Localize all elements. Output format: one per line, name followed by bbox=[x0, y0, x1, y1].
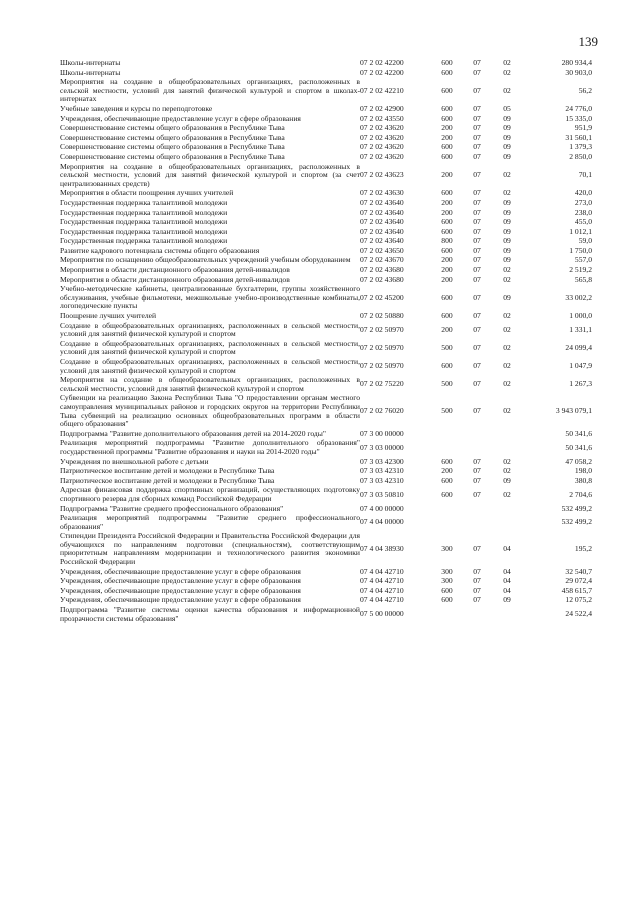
table-row bbox=[60, 357, 592, 375]
expense-type: 600 bbox=[441, 361, 453, 371]
subsection: 02 bbox=[503, 67, 511, 77]
expense-type: 600 bbox=[441, 103, 453, 113]
section bbox=[462, 513, 492, 531]
expense-type bbox=[432, 513, 462, 531]
subsection: 09 bbox=[503, 226, 511, 236]
subsection: 09 bbox=[503, 123, 511, 133]
row-name: Реализация мероприятий подпрограммы "Развитие дополнительного образования" государственной программы "Развитие образования и науки на 2014-2020 годы" bbox=[60, 438, 360, 456]
row-name: Создание в общеобразовательных организациях, расположенных в сельской местности, условий для занятий физической культурой и спортом bbox=[60, 357, 360, 375]
row-name: Мероприятия по оснащению общеобразовательных учреждений учебным оборудованием bbox=[60, 255, 351, 265]
target-code: 07 2 02 43640 bbox=[360, 217, 404, 227]
subsection: 02 bbox=[503, 265, 511, 275]
expense-type bbox=[432, 429, 462, 439]
target-code: 07 2 02 43620 bbox=[360, 142, 404, 152]
table-row bbox=[60, 284, 592, 311]
expense-type: 500 bbox=[441, 343, 453, 353]
section: 07 bbox=[473, 58, 481, 67]
row-name: Реализация мероприятий подпрограммы "Развитие среднего профессионального образования" bbox=[60, 513, 360, 531]
row-name: Мероприятия на создание в общеобразовательных организациях, расположенных в сельской местности, условий для занятий физической культурой и спортом bbox=[60, 375, 360, 393]
section: 07 bbox=[473, 132, 481, 142]
row-name: Создание в общеобразовательных организациях, расположенных в сельской местности, условий для занятий физической культурой и спортом bbox=[60, 338, 360, 357]
expense-type: 200 bbox=[441, 123, 453, 133]
subsection: 02 bbox=[503, 58, 511, 67]
table-row bbox=[60, 255, 592, 265]
subsection: 09 bbox=[503, 595, 511, 605]
expense-type: 500 bbox=[441, 406, 453, 416]
table-row bbox=[60, 208, 592, 218]
amount: 273,0 bbox=[574, 197, 592, 207]
expense-type: 600 bbox=[441, 489, 453, 499]
row-name: Патриотическое воспитание детей и молодежи в Республике Тыва bbox=[60, 475, 275, 485]
row-name: Учреждения, обеспечивающие предоставление услуг в сфере образования bbox=[60, 576, 301, 586]
amount: 198,0 bbox=[574, 466, 592, 476]
subsection: 09 bbox=[503, 255, 511, 265]
row-name: Учебные заведения и курсы по переподготовке bbox=[60, 103, 213, 113]
subsection: 02 bbox=[503, 170, 511, 180]
row-name: Мероприятия на создание в общеобразовательных организациях, расположенных в сельской местности, условий для занятий физической культурой и спортом (за счет централизованных средств) bbox=[60, 161, 360, 188]
target-code: 07 5 00 00000 bbox=[360, 609, 404, 619]
budget-table-body bbox=[60, 58, 592, 623]
section bbox=[462, 605, 492, 623]
amount: 32 540,7 bbox=[565, 566, 592, 576]
section: 07 bbox=[473, 311, 481, 321]
amount: 50 341,6 bbox=[565, 428, 592, 438]
subsection: 02 bbox=[503, 188, 511, 198]
expense-type: 200 bbox=[441, 324, 453, 334]
amount: 59,0 bbox=[578, 236, 592, 246]
table-row bbox=[60, 321, 592, 339]
amount: 1 750,0 bbox=[569, 245, 592, 255]
amount: 532 499,2 bbox=[561, 503, 592, 513]
amount: 56,2 bbox=[578, 85, 592, 95]
section: 07 bbox=[473, 103, 481, 113]
subsection: 09 bbox=[503, 197, 511, 207]
amount: 30 903,0 bbox=[565, 67, 592, 77]
expense-type: 300 bbox=[441, 566, 453, 576]
table-row bbox=[60, 104, 592, 114]
row-name: Учреждения, обеспечивающие предоставление услуг в сфере образования bbox=[60, 585, 301, 595]
expense-type bbox=[432, 605, 462, 623]
row-name: Подпрограмма "Развитие дополнительного образования детей на 2014-2020 годы" bbox=[60, 428, 326, 438]
amount: 1 012,1 bbox=[569, 226, 592, 236]
subsection: 09 bbox=[503, 245, 511, 255]
row-name: Подпрограмма "Развитие среднего профессионального образования" bbox=[60, 503, 284, 513]
table-row bbox=[60, 246, 592, 256]
target-code: 07 2 02 50970 bbox=[360, 343, 404, 353]
section: 07 bbox=[473, 217, 481, 227]
section: 07 bbox=[473, 406, 481, 416]
subsection: 02 bbox=[503, 456, 511, 466]
section: 07 bbox=[473, 151, 481, 161]
subsection: 02 bbox=[503, 379, 511, 389]
table-row bbox=[60, 227, 592, 237]
section: 07 bbox=[473, 207, 481, 217]
subsection: 05 bbox=[503, 103, 511, 113]
expense-type: 600 bbox=[441, 188, 453, 198]
section: 07 bbox=[473, 85, 481, 95]
amount: 2 519,2 bbox=[569, 265, 592, 275]
table-row bbox=[60, 236, 592, 246]
target-code: 07 2 02 43630 bbox=[360, 188, 404, 198]
target-code: 07 2 02 50970 bbox=[360, 324, 404, 334]
row-name: Субвенции на реализацию Закона Республики Тыва "О предоставлении органам местного самоуправления муниципальных районов и городских округов на территории Республики Тыва субвенций на реализацию основных общеобразовательных программ в области общего образования" bbox=[60, 393, 360, 429]
budget-table bbox=[60, 58, 592, 623]
amount: 1 267,3 bbox=[569, 379, 592, 389]
target-code: 07 2 02 45200 bbox=[360, 292, 404, 302]
row-name: Патриотическое воспитание детей и молодежи в Республике Тыва bbox=[60, 466, 275, 476]
row-name: Государственная поддержка талантливой молодежи bbox=[60, 226, 228, 236]
row-name: Учреждения, обеспечивающие предоставление услуг в сфере образования bbox=[60, 595, 301, 605]
section: 07 bbox=[473, 226, 481, 236]
expense-type: 200 bbox=[441, 255, 453, 265]
section: 07 bbox=[473, 265, 481, 275]
table-row bbox=[60, 595, 592, 605]
subsection bbox=[492, 429, 522, 439]
target-code: 07 2 02 42210 bbox=[360, 85, 404, 95]
target-code: 07 2 02 50880 bbox=[360, 311, 404, 321]
expense-type: 600 bbox=[441, 456, 453, 466]
section: 07 bbox=[473, 274, 481, 284]
target-code: 07 2 02 42200 bbox=[360, 67, 404, 77]
section: 07 bbox=[473, 236, 481, 246]
table-row bbox=[60, 339, 592, 357]
expense-type: 200 bbox=[441, 170, 453, 180]
table-row bbox=[60, 152, 592, 162]
table-row bbox=[60, 476, 592, 486]
subsection: 02 bbox=[503, 466, 511, 476]
row-name: Совершенствование системы общего образования в Республике Тыва bbox=[60, 142, 285, 152]
expense-type: 300 bbox=[441, 544, 453, 554]
subsection bbox=[492, 513, 522, 531]
subsection bbox=[492, 504, 522, 514]
section: 07 bbox=[473, 361, 481, 371]
page-number: 139 bbox=[578, 34, 598, 49]
section bbox=[462, 438, 492, 456]
expense-type: 200 bbox=[441, 207, 453, 217]
target-code: 07 2 02 42200 bbox=[360, 58, 404, 67]
section: 07 bbox=[473, 255, 481, 265]
table-row bbox=[60, 275, 592, 285]
target-code: 07 2 02 43680 bbox=[360, 265, 404, 275]
amount: 455,0 bbox=[574, 217, 592, 227]
section: 07 bbox=[473, 142, 481, 152]
subsection: 09 bbox=[503, 217, 511, 227]
amount: 195,2 bbox=[574, 544, 592, 554]
table-row bbox=[60, 77, 592, 104]
section: 07 bbox=[473, 466, 481, 476]
expense-type: 600 bbox=[441, 85, 453, 95]
row-name: Государственная поддержка талантливой молодежи bbox=[60, 217, 228, 227]
amount: 24 522,4 bbox=[565, 609, 592, 619]
expense-type: 600 bbox=[441, 67, 453, 77]
row-name: Школы-интернаты bbox=[60, 67, 121, 77]
amount: 24 099,4 bbox=[565, 343, 592, 353]
target-code: 07 2 02 43640 bbox=[360, 226, 404, 236]
amount: 1 047,9 bbox=[569, 361, 592, 371]
row-name: Мероприятия в области поощрения лучших учителей bbox=[60, 188, 234, 198]
section: 07 bbox=[473, 343, 481, 353]
section: 07 bbox=[473, 475, 481, 485]
subsection: 02 bbox=[503, 361, 511, 371]
target-code: 07 2 02 43640 bbox=[360, 197, 404, 207]
row-name: Совершенствование системы общего образования в Республике Тыва bbox=[60, 151, 285, 161]
target-code: 07 3 00 00000 bbox=[360, 428, 404, 438]
target-code: 07 3 03 42300 bbox=[360, 456, 404, 466]
subsection: 09 bbox=[503, 207, 511, 217]
expense-type: 600 bbox=[441, 113, 453, 123]
expense-type: 600 bbox=[441, 226, 453, 236]
subsection: 04 bbox=[503, 566, 511, 576]
row-name: Совершенствование системы общего образования в Республике Тыва bbox=[60, 123, 285, 133]
amount: 565,8 bbox=[574, 274, 592, 284]
target-code: 07 3 03 42310 bbox=[360, 475, 404, 485]
table-row bbox=[60, 58, 592, 68]
amount: 3 943 079,1 bbox=[555, 406, 592, 416]
target-code: 07 4 04 42710 bbox=[360, 566, 404, 576]
table-row bbox=[60, 123, 592, 133]
target-code: 07 2 02 50970 bbox=[360, 361, 404, 371]
target-code: 07 4 04 42710 bbox=[360, 576, 404, 586]
row-name: Адресная финансовая поддержка спортивных организаций, осуществляющих подготовку спортивного резерва для сборных команд Российской Федерации bbox=[60, 485, 360, 503]
target-code: 07 2 02 43620 bbox=[360, 132, 404, 142]
amount: 2 704,6 bbox=[569, 489, 592, 499]
table-row bbox=[60, 265, 592, 275]
target-code: 07 2 02 43670 bbox=[360, 255, 404, 265]
subsection: 04 bbox=[503, 576, 511, 586]
amount: 33 002,2 bbox=[565, 292, 592, 302]
amount: 31 560,1 bbox=[565, 132, 592, 142]
expense-type: 800 bbox=[441, 236, 453, 246]
row-name: Мероприятия на создание в общеобразовательных организациях, расположенных в сельской местности, условий для занятий физической культурой и спортом в школах-интернатах bbox=[60, 77, 360, 104]
subsection: 02 bbox=[503, 324, 511, 334]
subsection: 02 bbox=[503, 311, 511, 321]
table-row bbox=[60, 513, 592, 531]
subsection: 09 bbox=[503, 236, 511, 246]
target-code: 07 2 02 43640 bbox=[360, 236, 404, 246]
section: 07 bbox=[473, 544, 481, 554]
row-name: Поощрение лучших учителей bbox=[60, 311, 157, 321]
row-name: Школы-интернаты bbox=[60, 58, 121, 67]
table-row bbox=[60, 438, 592, 456]
subsection: 02 bbox=[503, 406, 511, 416]
section: 07 bbox=[473, 197, 481, 207]
section: 07 bbox=[473, 170, 481, 180]
subsection bbox=[492, 438, 522, 456]
expense-type: 600 bbox=[441, 311, 453, 321]
table-row bbox=[60, 429, 592, 439]
subsection: 04 bbox=[503, 585, 511, 595]
row-name: Государственная поддержка талантливой молодежи bbox=[60, 236, 228, 246]
amount: 280 934,4 bbox=[561, 58, 592, 67]
target-code: 07 3 03 50810 bbox=[360, 489, 404, 499]
amount: 458 615,7 bbox=[561, 585, 592, 595]
amount: 1 331,1 bbox=[569, 324, 592, 334]
expense-type: 200 bbox=[441, 274, 453, 284]
expense-type: 500 bbox=[441, 379, 453, 389]
table-row bbox=[60, 68, 592, 78]
subsection: 02 bbox=[503, 274, 511, 284]
amount: 951,9 bbox=[574, 123, 592, 133]
target-code: 07 2 02 43620 bbox=[360, 123, 404, 133]
subsection: 09 bbox=[503, 292, 511, 302]
subsection: 02 bbox=[503, 343, 511, 353]
target-code: 07 4 04 00000 bbox=[360, 517, 404, 527]
table-row bbox=[60, 457, 592, 467]
row-name: Мероприятия в области дистанционного образования детей-инвалидов bbox=[60, 274, 290, 284]
row-name: Государственная поддержка талантливой молодежи bbox=[60, 197, 228, 207]
target-code: 07 3 03 00000 bbox=[360, 442, 404, 452]
subsection: 09 bbox=[503, 142, 511, 152]
section bbox=[462, 429, 492, 439]
amount: 2 850,0 bbox=[569, 151, 592, 161]
table-row bbox=[60, 605, 592, 623]
section: 07 bbox=[473, 292, 481, 302]
row-name: Учреждения, обеспечивающие предоставление услуг в сфере образования bbox=[60, 566, 301, 576]
target-code: 07 2 02 75220 bbox=[360, 379, 404, 389]
amount: 532 499,2 bbox=[561, 517, 592, 527]
subsection: 09 bbox=[503, 132, 511, 142]
target-code: 07 2 02 43640 bbox=[360, 207, 404, 217]
section: 07 bbox=[473, 585, 481, 595]
expense-type: 200 bbox=[441, 265, 453, 275]
table-row bbox=[60, 531, 592, 566]
subsection: 09 bbox=[503, 151, 511, 161]
expense-type: 200 bbox=[441, 197, 453, 207]
section bbox=[462, 504, 492, 514]
amount: 1 000,0 bbox=[569, 311, 592, 321]
target-code: 07 4 04 42710 bbox=[360, 595, 404, 605]
table-row bbox=[60, 114, 592, 124]
target-code: 07 2 02 43620 bbox=[360, 151, 404, 161]
row-name: Государственная поддержка талантливой молодежи bbox=[60, 207, 228, 217]
table-row bbox=[60, 586, 592, 596]
row-name: Подпрограмма "Развитие системы оценки качества образования и информационной прозрачности системы образования" bbox=[60, 605, 360, 623]
expense-type: 600 bbox=[441, 595, 453, 605]
table-row bbox=[60, 142, 592, 152]
row-name: Учебно-методические кабинеты, централизованные бухгалтерии, группы хозяйственного обслуживания, учебные фильмотеки, межшкольные учебно-производственные комбинаты, логопедические пункты bbox=[60, 284, 360, 311]
expense-type: 200 bbox=[441, 466, 453, 476]
section: 07 bbox=[473, 456, 481, 466]
expense-type: 600 bbox=[441, 151, 453, 161]
target-code: 07 4 00 00000 bbox=[360, 503, 404, 513]
amount: 238,0 bbox=[574, 207, 592, 217]
expense-type: 300 bbox=[441, 576, 453, 586]
subsection: 04 bbox=[503, 544, 511, 554]
amount: 12 075,2 bbox=[565, 595, 592, 605]
expense-type: 600 bbox=[441, 585, 453, 595]
table-row bbox=[60, 576, 592, 586]
expense-type: 600 bbox=[441, 217, 453, 227]
table-row bbox=[60, 133, 592, 143]
amount: 50 341,6 bbox=[565, 442, 592, 452]
amount: 70,1 bbox=[578, 170, 592, 180]
section: 07 bbox=[473, 576, 481, 586]
row-name: Учреждения, обеспечивающие предоставление услуг в сфере образования bbox=[60, 113, 301, 123]
amount: 15 335,0 bbox=[565, 113, 592, 123]
amount: 420,0 bbox=[574, 188, 592, 198]
expense-type: 600 bbox=[441, 245, 453, 255]
amount: 24 776,0 bbox=[565, 103, 592, 113]
section: 07 bbox=[473, 489, 481, 499]
section: 07 bbox=[473, 566, 481, 576]
target-code: 07 2 02 76020 bbox=[360, 406, 404, 416]
section: 07 bbox=[473, 113, 481, 123]
amount: 47 058,2 bbox=[565, 456, 592, 466]
table-row bbox=[60, 217, 592, 227]
amount: 1 379,3 bbox=[569, 142, 592, 152]
row-name: Совершенствование системы общего образования в Республике Тыва bbox=[60, 132, 285, 142]
table-row bbox=[60, 567, 592, 577]
table-row bbox=[60, 375, 592, 393]
expense-type: 600 bbox=[441, 475, 453, 485]
table-row bbox=[60, 188, 592, 198]
table-row bbox=[60, 162, 592, 189]
target-code: 07 3 03 42310 bbox=[360, 466, 404, 476]
target-code: 07 4 04 38930 bbox=[360, 544, 404, 554]
row-name: Мероприятия в области дистанционного образования детей-инвалидов bbox=[60, 265, 290, 275]
target-code: 07 2 02 43650 bbox=[360, 245, 404, 255]
target-code: 07 2 02 43550 bbox=[360, 113, 404, 123]
amount: 380,8 bbox=[574, 475, 592, 485]
row-name: Стипендии Президента Российской Федерации и Правительства Российской Федерации для обучающихся по направлениям подготовки (специальностям), соответствующим приоритетным направлениям модернизации и технологического развития экономики Российской Федерации bbox=[60, 531, 360, 567]
row-name: Создание в общеобразовательных организациях, расположенных в сельской местности, условий для занятий физической культурой и спортом bbox=[60, 320, 360, 339]
subsection: 02 bbox=[503, 85, 511, 95]
target-code: 07 2 02 43623 bbox=[360, 170, 404, 180]
table-row bbox=[60, 311, 592, 321]
table-row bbox=[60, 393, 592, 428]
expense-type: 600 bbox=[441, 142, 453, 152]
expense-type: 600 bbox=[441, 292, 453, 302]
section: 07 bbox=[473, 123, 481, 133]
section: 07 bbox=[473, 379, 481, 389]
expense-type bbox=[432, 438, 462, 456]
subsection bbox=[492, 605, 522, 623]
expense-type: 200 bbox=[441, 132, 453, 142]
subsection: 09 bbox=[503, 475, 511, 485]
target-code: 07 2 02 43680 bbox=[360, 274, 404, 284]
table-row bbox=[60, 485, 592, 503]
section: 07 bbox=[473, 67, 481, 77]
row-name: Развитие кадрового потенциала системы общего образования bbox=[60, 245, 260, 255]
expense-type: 600 bbox=[441, 58, 453, 67]
amount: 29 072,4 bbox=[565, 576, 592, 586]
section: 07 bbox=[473, 245, 481, 255]
table-row bbox=[60, 466, 592, 476]
target-code: 07 2 02 42900 bbox=[360, 103, 404, 113]
table-row bbox=[60, 504, 592, 514]
row-name: Учреждения по внешкольной работе с детьми bbox=[60, 456, 209, 466]
section: 07 bbox=[473, 188, 481, 198]
section: 07 bbox=[473, 324, 481, 334]
section: 07 bbox=[473, 595, 481, 605]
subsection: 02 bbox=[503, 489, 511, 499]
amount: 557,0 bbox=[574, 255, 592, 265]
target-code: 07 4 04 42710 bbox=[360, 585, 404, 595]
table-row bbox=[60, 198, 592, 208]
subsection: 09 bbox=[503, 113, 511, 123]
expense-type bbox=[432, 504, 462, 514]
